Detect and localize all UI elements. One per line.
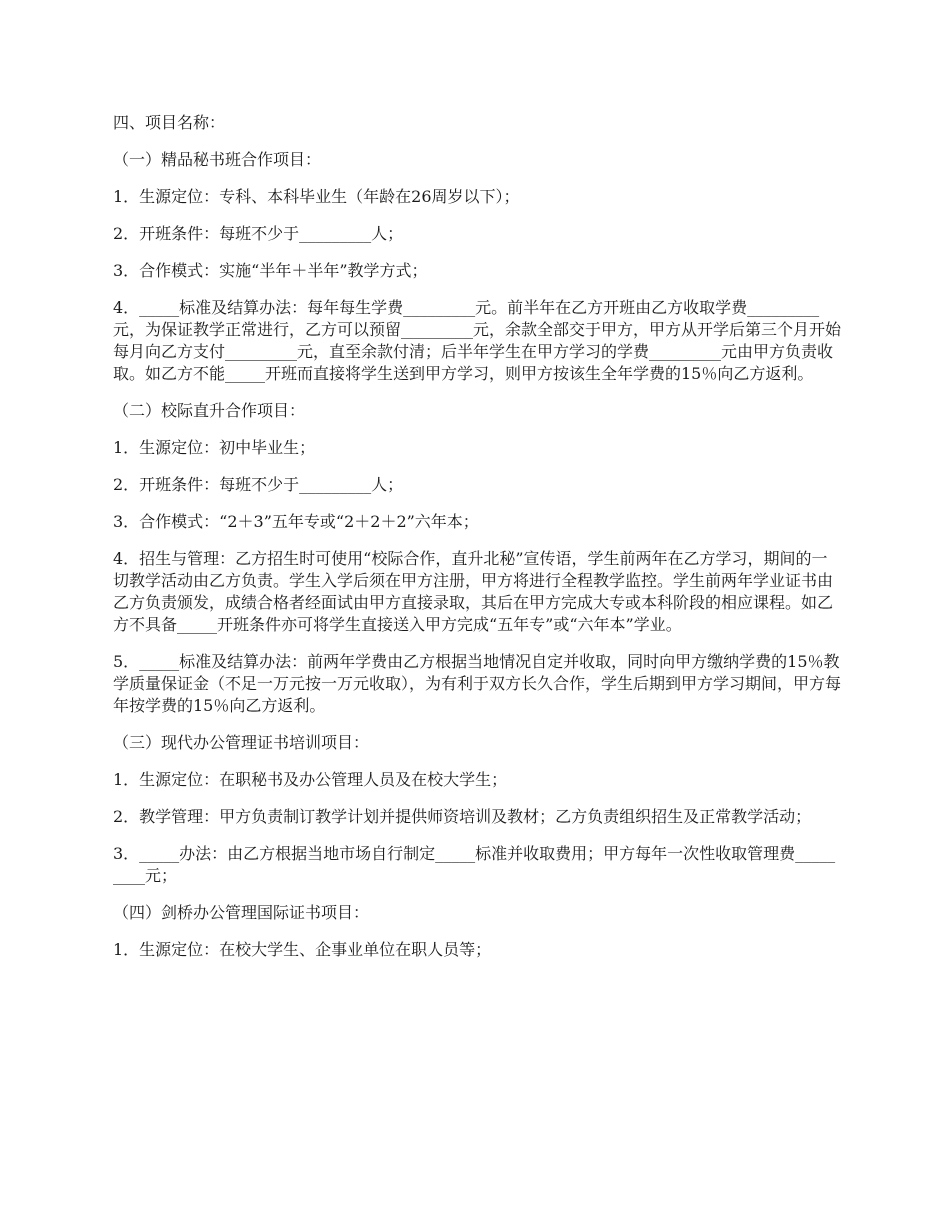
paragraph: 3．合作模式：实施“半年＋半年”教学方式； (113, 261, 428, 280)
paragraph: 2．教学管理：甲方负责制订教学计划并提供师资培训及教材；乙方负责组织招生及正常教学活动； (113, 807, 812, 826)
subsection-heading: （一）精品秘书班合作项目： (113, 150, 322, 169)
paragraph: 4．_____标准及结算办法：每年每生学费_________元。前半年在乙方开班由乙方收取学费_________元，为保证教学正常进行，乙方可以预留_________元，余款全部交于甲方，甲方从开学后第三个月开始每月向乙方支付_________元，直至余款付清；后半年学生在甲方学习的学费_________元由甲方负责收取。如乙方不能_____开班而直接将学生送到甲方学习，则甲方按该生全年学费的15％向乙方返利。 (113, 298, 842, 383)
subsection-heading: （三）现代办公管理证书培训项目： (113, 733, 370, 752)
paragraph: 1．生源定位：专科、本科毕业生（年龄在26周岁以下）； (113, 187, 520, 206)
paragraph: 1．生源定位：初中毕业生； (113, 438, 316, 457)
paragraph: 4．招生与管理：乙方招生时可使用“校际合作，直升北秘”宣传语，学生前两年在乙方学习，期间的一切教学活动由乙方负责。学生入学后须在甲方注册，甲方将进行全程教学监控。学生前两年学业证书由乙方负责颁发，成绩合格者经面试由甲方直接录取，其后在甲方完成大专或本科阶段的相应课程。如乙方不具备_____开班条件亦可将学生直接送入甲方完成“五年专”或“六年本”学业。 (113, 549, 834, 634)
subsection-heading: （四）剑桥办公管理国际证书项目： (113, 903, 370, 922)
paragraph: 3．合作模式：“2＋3”五年专或“2＋2＋2”六年本； (113, 512, 479, 531)
paragraph: 1．生源定位：在校大学生、企事业单位在职人员等； (113, 940, 492, 959)
subsection-heading: （二）校际直升合作项目： (113, 401, 306, 420)
section-heading: 四、项目名称： (113, 113, 226, 132)
document-body (113, 112, 843, 976)
paragraph: 2．开班条件：每班不少于_________人； (113, 224, 404, 243)
paragraph: 1．生源定位：在职秘书及办公管理人员及在校大学生； (113, 770, 508, 789)
paragraph: 2．开班条件：每班不少于_________人； (113, 475, 404, 494)
paragraph: 5．_____标准及结算办法：前两年学费由乙方根据当地情况自定并收取，同时向甲方缴纳学费的15％教学质量保证金（不足一万元按一万元收取），为有利于双方长久合作，学生后期到甲方学习期间，甲方每年按学费的15％向乙方返利。 (113, 652, 842, 715)
paragraph: 3．_____办法：由乙方根据当地市场自行制定_____标准并收取费用；甲方每年一次性收取管理费_________元； (113, 844, 836, 885)
